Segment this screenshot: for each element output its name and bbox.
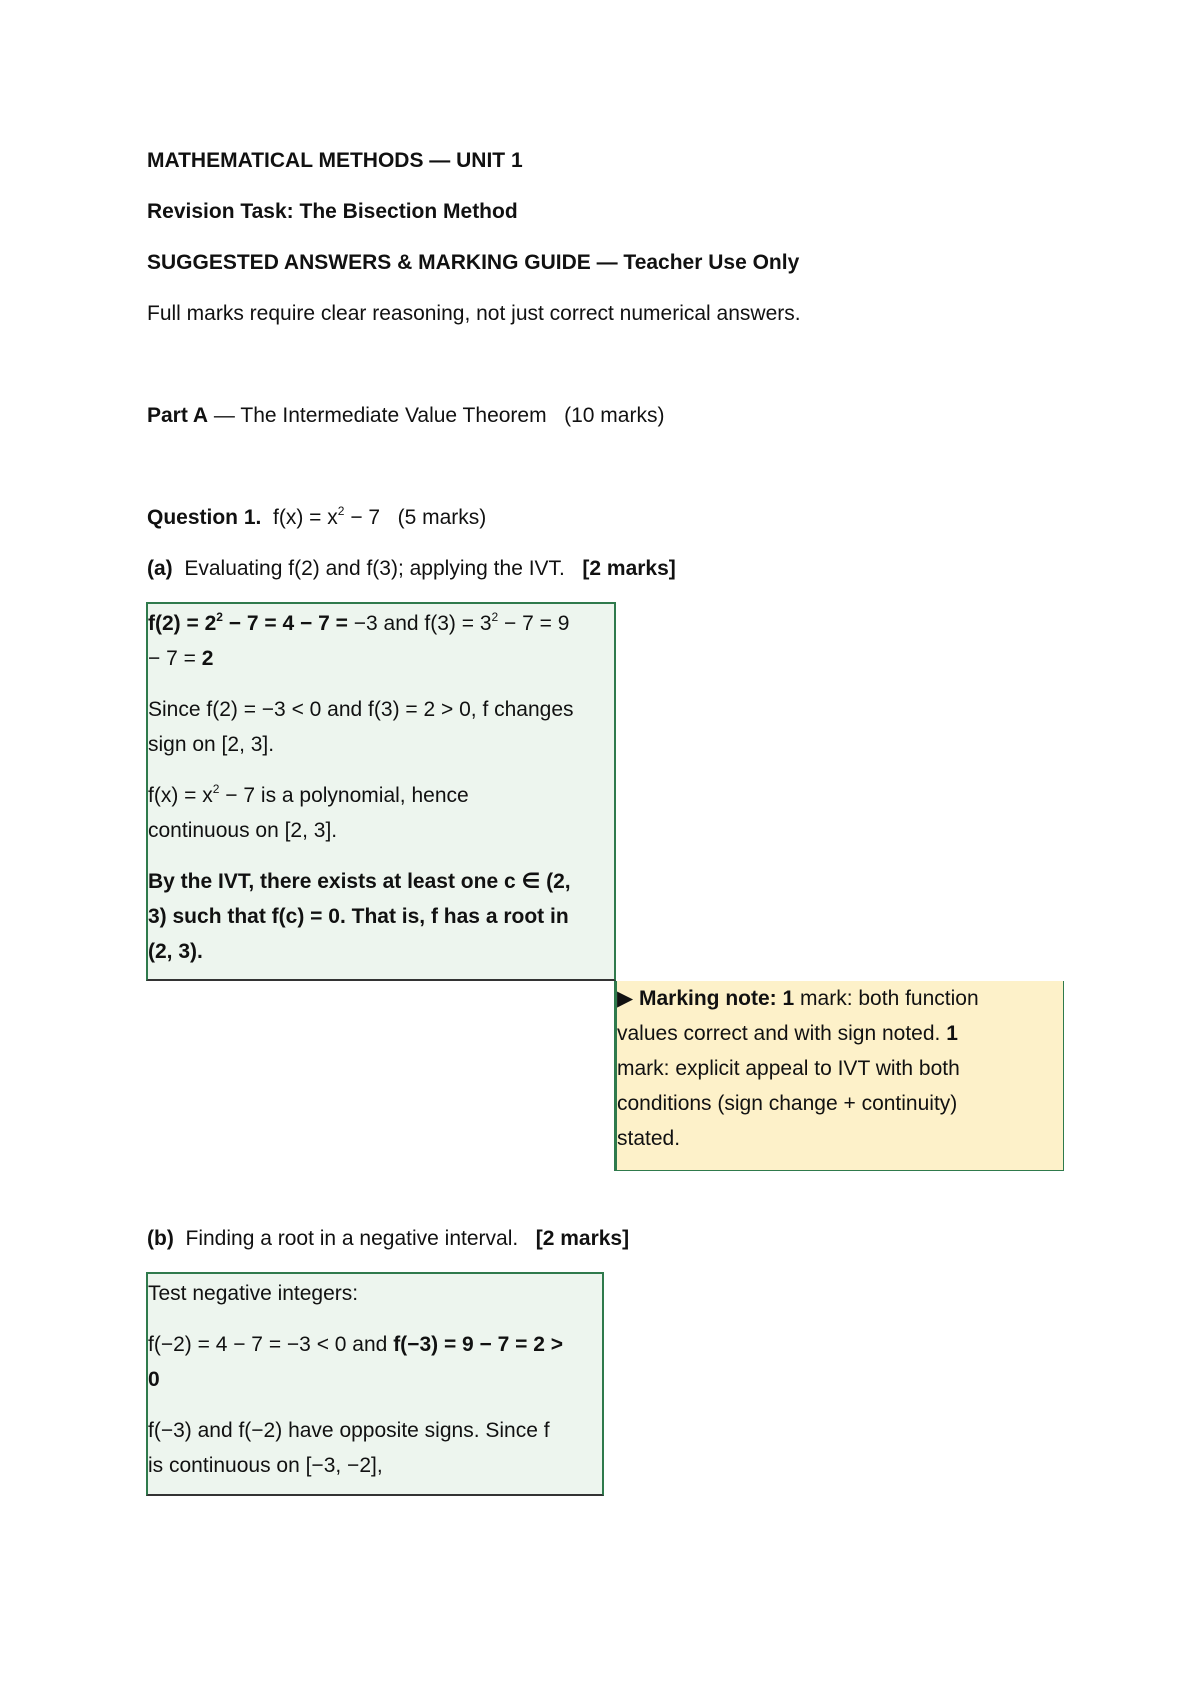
answer-b-para3-l1: f(−3) and f(−2) have opposite signs. Since f	[148, 1419, 550, 1442]
play-arrow-icon: ▶	[617, 987, 634, 1010]
answer-b-para1: Test negative integers:	[148, 1282, 359, 1305]
part-a-heading: Part A — The Intermediate Value Theorem (10 marks)	[147, 404, 665, 427]
answer-a-para2-l1: Since f(2) = −3 < 0 and f(3) = 2 > 0, f changes	[148, 698, 574, 721]
answer-b-box	[146, 1272, 604, 1496]
marking-note-line1: ▶ Marking note: 1 mark: both function	[617, 987, 979, 1010]
part-a-question: (a) Evaluating f(2) and f(3); applying the IVT. [2 marks]	[147, 557, 676, 580]
marking-note-line3: mark: explicit appeal to IVT with both	[617, 1057, 960, 1080]
part-b-question: (b) Finding a root in a negative interval. [2 marks]	[147, 1227, 630, 1250]
answer-a-line1: $f(2) = 2^2 - 7 = 4 - 7 = -3$ and $f(3) = 3^2 - 7 = 9$	[148, 610, 570, 635]
answer-a-para4-l2: 3) such that f(c) = 0. That is, f has a root in	[148, 905, 569, 928]
answer-b-para2-l2: 0	[148, 1368, 160, 1391]
answer-a-para2-l2: sign on [2, 3].	[148, 733, 275, 756]
answer-a-box	[146, 602, 616, 981]
answer-b-para3-l2: is continuous on [−3, −2],	[148, 1454, 383, 1477]
answer-a-para3-l1: $f(x) = x^2 - 7$ is a polynomial, hence	[148, 782, 469, 807]
guide-note: Full marks require clear reasoning, not just correct numerical answers.	[147, 302, 801, 325]
marking-note-line2: values correct and with sign noted. 1	[617, 1022, 958, 1045]
question-1-heading: Question 1. $f(x) = x^2 - 7$ (5 marks)	[147, 504, 487, 529]
answer-b-para2-l1: f(−2) = 4 − 7 = −3 < 0 and f(−3) = 9 − 7 = 2 >	[148, 1333, 564, 1356]
answer-a-line2: − 7 = 2	[148, 647, 214, 670]
marking-note-line5: stated.	[617, 1127, 681, 1150]
marking-note-box	[614, 981, 1064, 1171]
marking-note-line4: conditions (sign change + continuity)	[617, 1092, 958, 1115]
answer-a-para4-l1: By the IVT, there exists at least one c ∈ (2,	[148, 870, 571, 893]
answer-a-para4-l3: (2, 3).	[148, 940, 203, 963]
task-title: Revision Task: The Bisection Method	[147, 200, 518, 223]
course-title: MATHEMATICAL METHODS — UNIT 1	[147, 149, 523, 172]
guide-title: SUGGESTED ANSWERS & MARKING GUIDE — Teacher Use Only	[147, 251, 800, 274]
answer-a-para3-l2: continuous on [2, 3].	[148, 819, 338, 842]
